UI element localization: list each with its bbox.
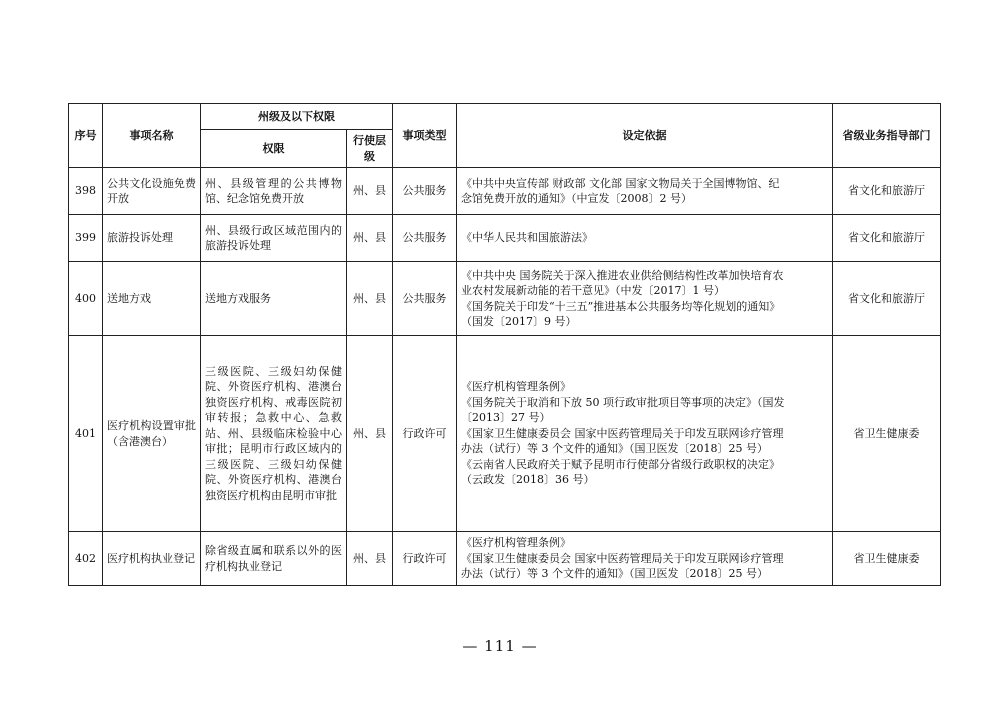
basis-line: 念馆免费开放的通知》（中宣发〔2008〕2 号） — [461, 192, 692, 205]
header-level: 行使层级 — [347, 130, 393, 168]
row-name: 送地方戏 — [103, 262, 201, 336]
row-type: 公共服务 — [393, 262, 457, 336]
row-basis — [457, 336, 833, 532]
row-basis — [457, 262, 833, 336]
header-prefecture-group: 州级及以下权限 — [201, 104, 393, 130]
row-dept: 省文化和旅游厅 — [833, 168, 941, 215]
row-dept: 省卫生健康委 — [833, 532, 941, 586]
row-type: 行政许可 — [393, 532, 457, 586]
basis-line: 《中华人民共和国旅游法》 — [461, 231, 593, 245]
basis-line: （云政发〔2018〕36 号） — [461, 473, 595, 487]
matters-table — [68, 103, 941, 586]
row-authority: 三级医院、三级妇幼保健院、外资医疗机构、港澳台独资医疗机构、戒毒医院初审转报；急救中心、急救站、州、县级临床检验中心审批；昆明市行政区域内的三级医院、三级妇幼保健院、外资医疗机构、港澳台独资医疗机构由昆明市审批 — [201, 336, 347, 532]
row-level: 州、县 — [347, 532, 393, 586]
row-type: 公共服务 — [393, 215, 457, 262]
basis-line: 《医疗机构管理条例》 — [461, 380, 571, 394]
row-seq: 398 — [69, 168, 103, 215]
header-basis: 设定依据 — [457, 104, 833, 168]
row-authority: 除省级直属和联系以外的医疗机构执业登记 — [201, 532, 347, 586]
table-row — [69, 262, 941, 336]
row-level: 州、县 — [347, 215, 393, 262]
row-dept: 省卫生健康委 — [833, 336, 941, 532]
header-item-type: 事项类型 — [393, 104, 457, 168]
basis-line: 《国务院关于印发“十三五”推进基本公共服务均等化规划的通知》 — [461, 299, 781, 313]
row-seq: 402 — [69, 532, 103, 586]
table-row — [69, 168, 941, 215]
header-dept: 省级业务指导部门 — [833, 104, 941, 168]
basis-line: 办法（试行）等 3 个文件的通知》（国卫医发〔2018〕25 号） — [461, 442, 768, 456]
basis-line: 业农村发展新动能的若干意见》（中发〔2017〕1 号） — [461, 284, 725, 297]
basis-line: 《国家卫生健康委员会 国家中医药管理局关于印发互联网诊疗管理 — [461, 551, 784, 565]
basis-line: 《中共中央宣传部 财政部 文化部 国家文物局关于全国博物馆、纪 — [461, 176, 780, 190]
row-name: 医疗机构设置审批（含港澳台） — [103, 336, 201, 532]
row-seq: 401 — [69, 336, 103, 532]
basis-line: 办法（试行）等 3 个文件的通知》（国卫医发〔2018〕25 号） — [461, 567, 768, 581]
row-seq: 399 — [69, 215, 103, 262]
table-row — [69, 532, 941, 586]
basis-line: 《国家卫生健康委员会 国家中医药管理局关于印发互联网诊疗管理 — [461, 426, 784, 440]
row-authority: 州、县级行政区域范围内的旅游投诉处理 — [201, 215, 347, 262]
row-type: 行政许可 — [393, 336, 457, 532]
basis-line: （国发〔2017〕9 号） — [461, 315, 577, 328]
row-name: 旅游投诉处理 — [103, 215, 201, 262]
header-item-name: 事项名称 — [103, 104, 201, 168]
row-dept: 省文化和旅游厅 — [833, 262, 941, 336]
row-level: 州、县 — [347, 168, 393, 215]
header-seq: 序号 — [69, 104, 103, 168]
basis-line: 《中共中央 国务院关于深入推进农业供给侧结构性改革加快培育农 — [461, 268, 784, 282]
row-basis — [457, 532, 833, 586]
row-basis — [457, 168, 833, 215]
page-number: — 111 — — [462, 637, 538, 655]
row-seq: 400 — [69, 262, 103, 336]
basis-line: 《医疗机构管理条例》 — [461, 536, 571, 550]
table-row — [69, 336, 941, 532]
row-name: 医疗机构执业登记 — [103, 532, 201, 586]
row-level: 州、县 — [347, 262, 393, 336]
row-name: 公共文化设施免费开放 — [103, 168, 201, 215]
row-level: 州、县 — [347, 336, 393, 532]
row-basis — [457, 215, 833, 262]
basis-line: 《国务院关于取消和下放 50 项行政审批项目等事项的决定》（国发 — [461, 395, 785, 409]
row-authority: 送地方戏服务 — [201, 262, 347, 336]
table-row — [69, 215, 941, 262]
row-dept: 省文化和旅游厅 — [833, 215, 941, 262]
basis-line: 〔2013〕27 号） — [461, 411, 551, 425]
row-authority: 州、县级管理的公共博物馆、纪念馆免费开放 — [201, 168, 347, 215]
basis-line: 《云南省人民政府关于赋予昆明市行使部分省级行政职权的决定》 — [461, 457, 780, 471]
row-type: 公共服务 — [393, 168, 457, 215]
header-authority: 权限 — [201, 130, 347, 168]
